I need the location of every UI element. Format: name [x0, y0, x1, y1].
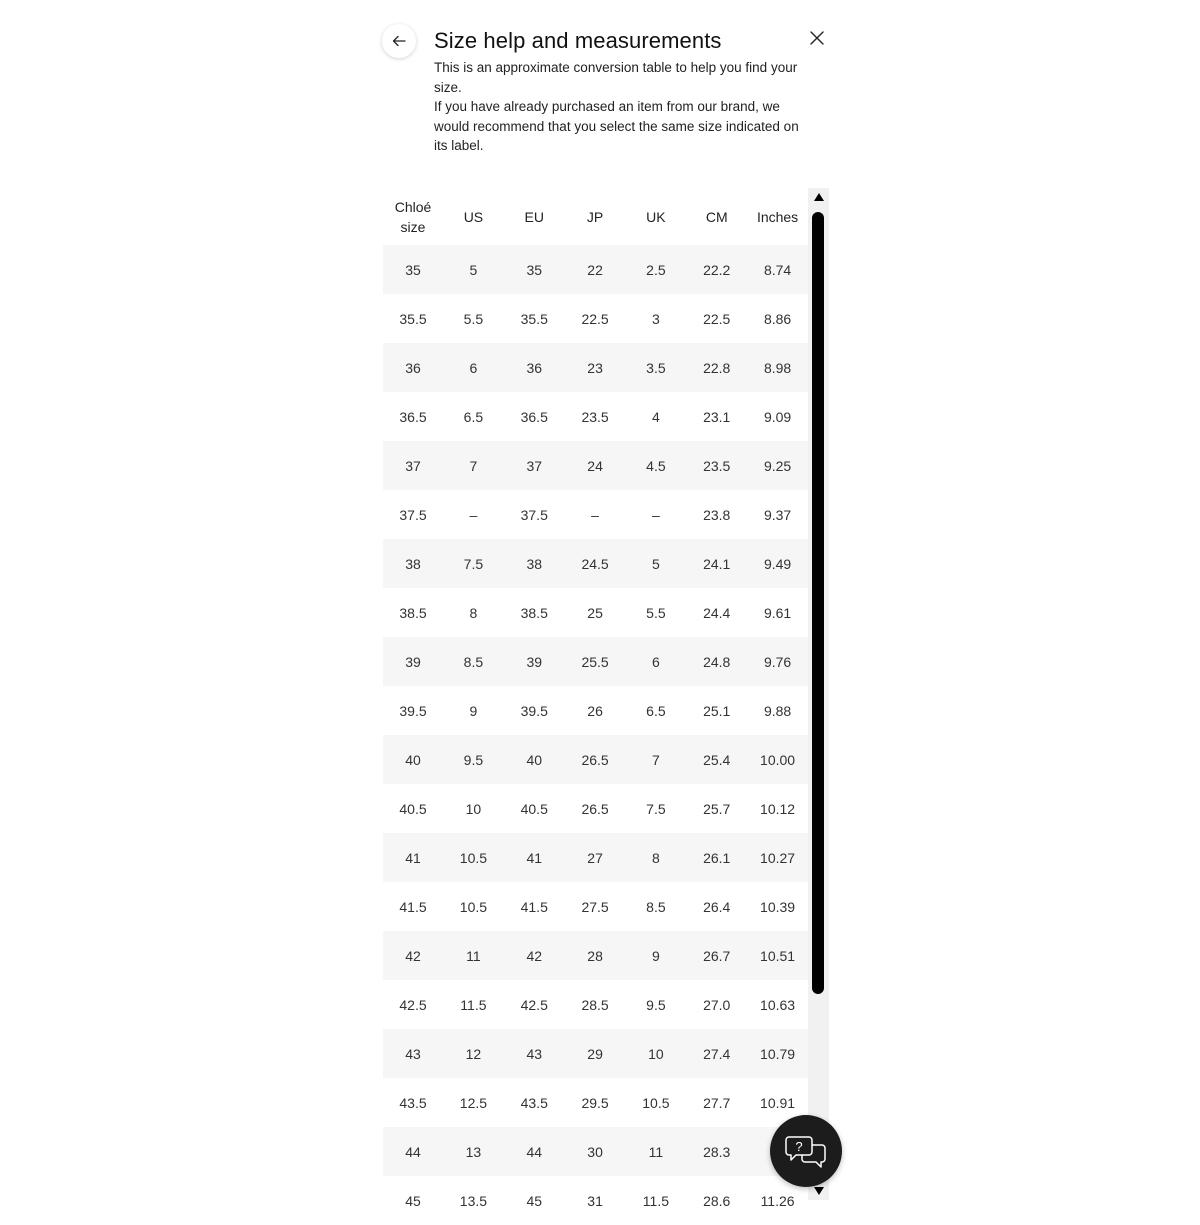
table-cell: 39.5	[383, 686, 443, 735]
table-cell: 10.5	[443, 882, 504, 931]
table-cell: 40	[383, 735, 443, 784]
table-cell: 40	[504, 735, 565, 784]
table-cell: 9.61	[747, 588, 808, 637]
table-cell: 8.98	[747, 343, 808, 392]
table-cell: 5	[625, 539, 686, 588]
table-row	[383, 441, 808, 490]
table-cell: 10.27	[747, 833, 808, 882]
table-row	[383, 539, 808, 588]
table-cell: 35.5	[504, 294, 565, 343]
table-cell: 8	[443, 588, 504, 637]
table-cell: 42	[383, 931, 443, 980]
column-header: CM	[686, 188, 747, 245]
table-cell: 9.09	[747, 392, 808, 441]
table-cell: 10.5	[625, 1078, 686, 1127]
table-cell: 23	[565, 343, 626, 392]
table-cell: 8.5	[443, 637, 504, 686]
chat-help-button[interactable]	[770, 1115, 842, 1187]
size-conversion-table	[383, 188, 808, 1225]
table-cell: 24.5	[565, 539, 626, 588]
table-cell: 31	[565, 1176, 626, 1225]
column-header: Chloé size	[383, 188, 443, 245]
table-row	[383, 294, 808, 343]
table-cell: 30	[565, 1127, 626, 1176]
table-cell: 3.5	[625, 343, 686, 392]
table-cell: 8.5	[625, 882, 686, 931]
back-button[interactable]	[382, 24, 416, 58]
table-cell: 27.7	[686, 1078, 747, 1127]
table-cell: 6.5	[625, 686, 686, 735]
table-cell: 26.1	[686, 833, 747, 882]
table-cell: 42.5	[504, 980, 565, 1029]
table-cell: 41.5	[383, 882, 443, 931]
table-cell: 22.2	[686, 245, 747, 294]
table-cell: 9.25	[747, 441, 808, 490]
table-cell: 24.8	[686, 637, 747, 686]
table-cell: 5.5	[443, 294, 504, 343]
table-cell: 26.5	[565, 735, 626, 784]
close-icon	[809, 30, 825, 46]
table-cell: 35	[504, 245, 565, 294]
table-cell: 7.5	[625, 784, 686, 833]
scroll-up-button[interactable]	[808, 192, 829, 206]
table-cell: 26.7	[686, 931, 747, 980]
table-row	[383, 588, 808, 637]
table-cell: 9.49	[747, 539, 808, 588]
table-cell: –	[625, 490, 686, 539]
table-cell: 22.5	[565, 294, 626, 343]
table-cell: 36.5	[504, 392, 565, 441]
table-cell: 25.1	[686, 686, 747, 735]
intro-text	[434, 58, 814, 156]
column-header: EU	[504, 188, 565, 245]
table-cell: 42	[504, 931, 565, 980]
table-cell: 8	[625, 833, 686, 882]
table-cell: 5	[443, 245, 504, 294]
table-cell: 9.5	[443, 735, 504, 784]
table-cell: 43	[383, 1029, 443, 1078]
table-cell: 41.5	[504, 882, 565, 931]
table-cell: 13	[443, 1127, 504, 1176]
table-row	[383, 392, 808, 441]
intro-line-recommendation: If you have already purchased an item from our brand, we would recommend that you select the same size indicated on its label.	[434, 99, 799, 153]
table-row	[383, 490, 808, 539]
scrollbar[interactable]	[808, 188, 829, 1200]
table-cell: 26.4	[686, 882, 747, 931]
table-cell: 43	[504, 1029, 565, 1078]
table-cell: 28.6	[686, 1176, 747, 1225]
table-cell: 39	[504, 637, 565, 686]
column-header: US	[443, 188, 504, 245]
column-header: UK	[625, 188, 686, 245]
table-cell: 39.5	[504, 686, 565, 735]
table-cell: 40.5	[383, 784, 443, 833]
table-cell: 5.5	[625, 588, 686, 637]
table-cell: 8.74	[747, 245, 808, 294]
table-cell: 28.3	[686, 1127, 747, 1176]
table-row	[383, 686, 808, 735]
table-cell: 28	[565, 931, 626, 980]
table-cell: 43.5	[504, 1078, 565, 1127]
table-cell: 24.1	[686, 539, 747, 588]
table-cell: 22.8	[686, 343, 747, 392]
column-header: Inches	[747, 188, 808, 245]
table-cell: 38	[504, 539, 565, 588]
table-cell: 25.5	[565, 637, 626, 686]
table-row	[383, 245, 808, 294]
table-cell: –	[443, 490, 504, 539]
table-cell: 4.5	[625, 441, 686, 490]
table-cell: 43.5	[383, 1078, 443, 1127]
table-cell: 8.86	[747, 294, 808, 343]
table-cell: 12.5	[443, 1078, 504, 1127]
table-cell: 6.5	[443, 392, 504, 441]
table-row	[383, 931, 808, 980]
table-cell: 37	[383, 441, 443, 490]
table-cell: 44	[504, 1127, 565, 1176]
triangle-down-icon	[813, 1186, 825, 1196]
table-cell: 37	[504, 441, 565, 490]
table-cell: 44	[383, 1127, 443, 1176]
table-cell: 24	[565, 441, 626, 490]
table-cell: 10	[625, 1029, 686, 1078]
svg-text:?: ?	[795, 1139, 803, 1154]
table-cell: 36.5	[383, 392, 443, 441]
table-cell: 38.5	[504, 588, 565, 637]
table-cell: 10.79	[747, 1029, 808, 1078]
table-cell: 10.91	[747, 1078, 808, 1127]
table-cell: 10.12	[747, 784, 808, 833]
table-cell: 10	[443, 784, 504, 833]
table-cell: 45	[383, 1176, 443, 1225]
table-cell: 23.5	[565, 392, 626, 441]
table-cell: 7.5	[443, 539, 504, 588]
table-cell: 13.5	[443, 1176, 504, 1225]
table-cell: 38.5	[383, 588, 443, 637]
table-row	[383, 637, 808, 686]
column-header: JP	[565, 188, 626, 245]
table-cell: 11.26	[747, 1176, 808, 1225]
table-cell: 24.4	[686, 588, 747, 637]
table-cell: 9.88	[747, 686, 808, 735]
table-row	[383, 1176, 808, 1225]
table-row	[383, 1029, 808, 1078]
table-cell: 12	[443, 1029, 504, 1078]
table-cell: 27.5	[565, 882, 626, 931]
table-cell: 28.5	[565, 980, 626, 1029]
table-row	[383, 833, 808, 882]
table-cell: 3	[625, 294, 686, 343]
table-cell: 25	[565, 588, 626, 637]
table-cell: 7	[625, 735, 686, 784]
table-cell: 6	[625, 637, 686, 686]
scroll-down-button[interactable]	[808, 1186, 829, 1200]
table-cell: 42.5	[383, 980, 443, 1029]
table-row	[383, 1078, 808, 1127]
size-table-scroll-area[interactable]	[383, 188, 808, 1209]
table-cell: 27	[565, 833, 626, 882]
table-row	[383, 343, 808, 392]
table-row	[383, 980, 808, 1029]
table-cell: 9.37	[747, 490, 808, 539]
table-cell: 23.5	[686, 441, 747, 490]
table-cell: 22	[565, 245, 626, 294]
table-cell: 9.76	[747, 637, 808, 686]
table-cell: 23.1	[686, 392, 747, 441]
page-title: Size help and measurements	[434, 28, 722, 53]
triangle-up-icon	[813, 192, 825, 202]
table-cell: 2.5	[625, 245, 686, 294]
table-cell: 27.0	[686, 980, 747, 1029]
table-cell: 26	[565, 686, 626, 735]
table-cell: 10.63	[747, 980, 808, 1029]
table-cell: 29.5	[565, 1078, 626, 1127]
table-cell: 27.4	[686, 1029, 747, 1078]
table-cell: 4	[625, 392, 686, 441]
table-cell: 10.00	[747, 735, 808, 784]
intro-line-approximate: This is an approximate conversion table to help you find your size.	[434, 60, 798, 95]
table-row	[383, 882, 808, 931]
arrow-left-icon	[392, 35, 406, 47]
table-cell: 40.5	[504, 784, 565, 833]
table-cell: 25.4	[686, 735, 747, 784]
table-cell: 26.5	[565, 784, 626, 833]
close-button[interactable]	[806, 27, 828, 49]
scroll-thumb[interactable]	[812, 212, 824, 994]
table-cell: 36	[504, 343, 565, 392]
table-cell: 10.5	[443, 833, 504, 882]
table-cell: 9	[625, 931, 686, 980]
table-cell: 22.5	[686, 294, 747, 343]
table-header-row	[383, 188, 808, 245]
table-cell: 35	[383, 245, 443, 294]
table-cell: 11	[625, 1127, 686, 1176]
table-cell: 37.5	[383, 490, 443, 539]
table-cell: 10.51	[747, 931, 808, 980]
table-cell: 9	[443, 686, 504, 735]
table-cell: 10.39	[747, 882, 808, 931]
table-row	[383, 735, 808, 784]
table-row	[383, 1127, 808, 1176]
table-cell: 35.5	[383, 294, 443, 343]
table-cell: 45	[504, 1176, 565, 1225]
table-cell: 6	[443, 343, 504, 392]
table-cell: 39	[383, 637, 443, 686]
table-body	[383, 245, 808, 1225]
table-cell: 23.8	[686, 490, 747, 539]
table-cell: 11.5	[625, 1176, 686, 1225]
table-cell: 37.5	[504, 490, 565, 539]
table-cell: 41	[383, 833, 443, 882]
table-cell: 9.5	[625, 980, 686, 1029]
table-cell: 29	[565, 1029, 626, 1078]
table-cell: –	[565, 490, 626, 539]
chat-help-icon	[785, 1133, 827, 1169]
table-cell: 36	[383, 343, 443, 392]
table-cell: 25.7	[686, 784, 747, 833]
table-cell: 11	[443, 931, 504, 980]
table-cell: 11.5	[443, 980, 504, 1029]
table-cell: 7	[443, 441, 504, 490]
table-cell: 38	[383, 539, 443, 588]
table-cell: 41	[504, 833, 565, 882]
table-row	[383, 784, 808, 833]
